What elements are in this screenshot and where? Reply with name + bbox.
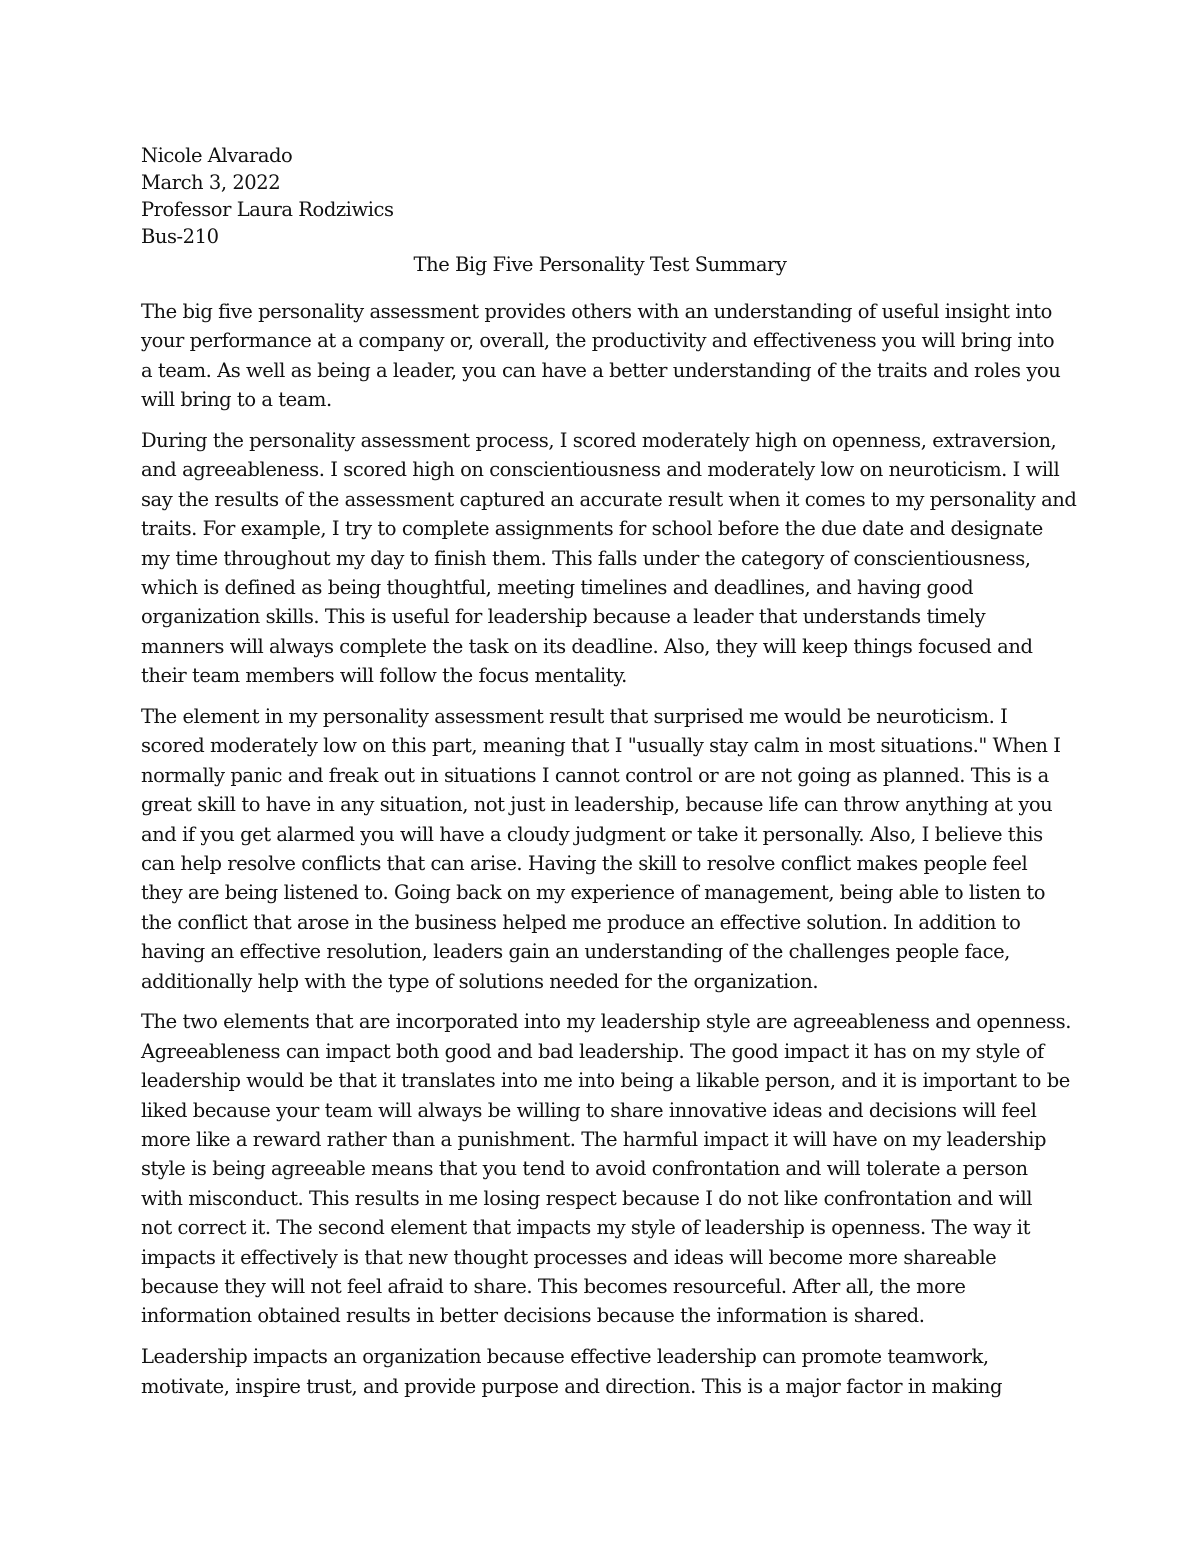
- text-line: a team. As well as being a leader, you can have a better understanding of the traits and roles you: [141, 358, 1061, 382]
- paragraph: [141, 1342, 1066, 1401]
- text-line: organization skills. This is useful for leadership because a leader that understands timely: [141, 605, 986, 629]
- text-line: they are being listened to. Going back on my experience of management, being able to listen to: [141, 881, 1046, 905]
- text-line: During the personality assessment process, I scored moderately high on openness, extraversion,: [141, 429, 1057, 453]
- text-line: the conflict that arose in the business helped me produce an effective solution. In addition to: [141, 910, 1021, 934]
- text-line: more like a reward rather than a punishment. The harmful impact it will have on my leadership: [141, 1128, 1047, 1152]
- text-line: my time throughout my day to finish them. This falls under the category of conscientiousness,: [141, 546, 1031, 570]
- text-line: Agreeableness can impact both good and bad leadership. The good impact it has on my style of: [141, 1039, 1044, 1063]
- text-line: great skill to have in any situation, not just in leadership, because life can throw anything at you: [141, 793, 1053, 817]
- text-line: with misconduct. This results in me losing respect because I do not like confrontation and will: [141, 1186, 1033, 1210]
- text-line: their team members will follow the focus mentality.: [141, 664, 627, 688]
- document-body: [141, 297, 1077, 1413]
- text-line: say the results of the assessment captured an accurate result when it comes to my personality and: [141, 487, 1077, 511]
- text-line: normally panic and freak out in situations I cannot control or are not going as planned. This is a: [141, 763, 1049, 787]
- text-line: not correct it. The second element that impacts my style of leadership is openness. The way it: [141, 1216, 1030, 1240]
- document-header: [141, 142, 1061, 250]
- text-line: manners will always complete the task on its deadline. Also, they will keep things focused and: [141, 634, 1033, 658]
- text-line: impacts it effectively is that new thought processes and ideas will become more shareable: [141, 1245, 997, 1269]
- document-title: The Big Five Personality Test Summary: [413, 253, 787, 276]
- text-line: will bring to a team.: [141, 388, 332, 412]
- text-line: The two elements that are incorporated into my leadership style are agreeableness and openness.: [141, 1010, 1071, 1034]
- text-line: and if you get alarmed you will have a cloudy judgment or take it personally. Also, I believe this: [141, 822, 1043, 846]
- text-line: additionally help with the type of solutions needed for the organization.: [141, 969, 819, 993]
- text-line: liked because your team will always be willing to share innovative ideas and decisions will feel: [141, 1098, 1037, 1122]
- paragraph: [141, 702, 1066, 996]
- text-line: and agreeableness. I scored high on conscientiousness and moderately low on neuroticism. I will: [141, 458, 1060, 482]
- text-line: traits. For example, I try to complete assignments for school before the due date and designate: [141, 517, 1043, 541]
- author-name: Nicole Alvarado: [141, 144, 293, 167]
- paragraph: [141, 297, 1066, 415]
- paragraph: [141, 1007, 1071, 1330]
- text-line: style is being agreeable means that you tend to avoid confrontation and will tolerate a person: [141, 1157, 1028, 1181]
- text-line: information obtained results in better decisions because the information is shared.: [141, 1304, 925, 1328]
- course-code: Bus-210: [141, 225, 219, 248]
- text-line: leadership would be that it translates into me into being a likable person, and it is important to be: [141, 1069, 1070, 1093]
- text-line: The big five personality assessment provides others with an understanding of useful insight into: [141, 300, 1052, 323]
- text-line: can help resolve conflicts that can arise. Having the skill to resolve conflict makes people feel: [141, 852, 1028, 876]
- text-line: Leadership impacts an organization because effective leadership can promote teamwork,: [141, 1345, 989, 1369]
- text-line: your performance at a company or, overall, the productivity and effectiveness you will bring into: [141, 329, 1055, 353]
- professor-name: Professor Laura Rodziwics: [141, 198, 394, 221]
- text-line: The element in my personality assessment result that surprised me would be neuroticism. I: [141, 705, 1008, 729]
- text-line: having an effective resolution, leaders gain an understanding of the challenges people face,: [141, 940, 1010, 964]
- text-line: scored moderately low on this part, meaning that I "usually stay calm in most situations." When I: [141, 734, 1061, 758]
- text-line: motivate, inspire trust, and provide purpose and direction. This is a major factor in making: [141, 1374, 1002, 1398]
- text-line: which is defined as being thoughtful, meeting timelines and deadlines, and having good: [141, 576, 974, 600]
- document-date: March 3, 2022: [141, 171, 281, 194]
- text-line: because they will not feel afraid to share. This becomes resourceful. After all, the more: [141, 1275, 966, 1298]
- paragraph: [141, 426, 1077, 691]
